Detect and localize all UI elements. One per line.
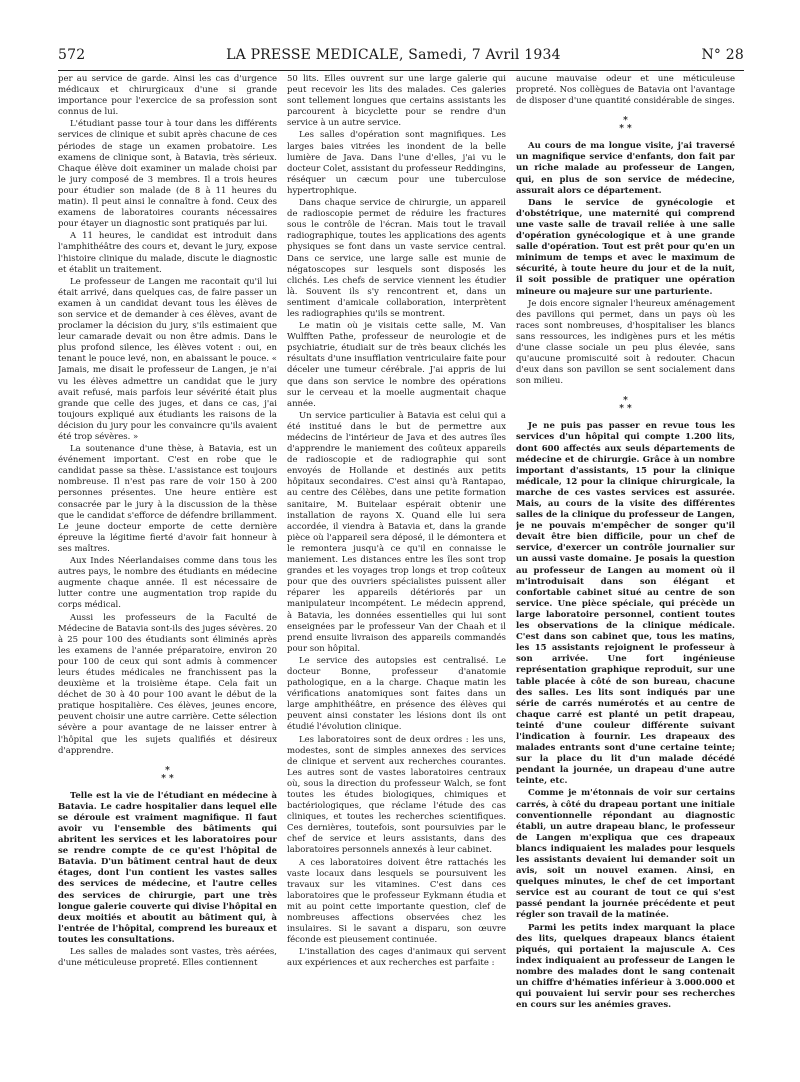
paragraph: Le professeur de Langen me racontait qu'il lui était arrivé, dans quelques cas, de faire passer un examen à un candidat devant tous les élèves de son service et de demander à ces élèves, avant de proclamer la décision du jury, s'ils estimaient que leur camarade devait ou non être admis. Dans le plus profond silence, les élèves votent : oui, en tenant le pouce levé, non, en abaissant le pouce. « Jamais, me disait le professeur de Langen, je n'ai vu les élèves admettre un candidat que le jury avait refusé, mais parfois leur sévérité était plus grande que celle des juges, et dans ce cas, j'ai toujours expliqué aux étudiants les raisons de la décision du jury pour les convaincre qu'ils avaient été trop sévères. » bbox=[58, 276, 277, 442]
paragraph: Le service des autopsies est centralisé. Le docteur Bonne, professeur d'anatomie pathologique, en a la charge. Chaque matin les vérifications anatomiques sont faites dans un large amphithéâtre, en présence des élèves qui peuvent ainsi constater les lésions dont ils ont étudié l'évolution clinique. bbox=[287, 655, 506, 733]
column-2 bbox=[287, 74, 506, 1064]
paragraph: Les salles de malades sont vastes, très aérées, d'une méticuleuse propreté. Elles contiennent bbox=[58, 947, 277, 969]
paragraph: Les salles d'opération sont magnifiques. Les larges baies vitrées les inondent de la belle lumière de Java. Dans l'une d'elles, j'ai vu le docteur Colet, assistant du professeur Reddingins, réséquer un cæcum pour une tuberculose hypertrophique. bbox=[287, 130, 506, 196]
paragraph: Telle est la vie de l'étudiant en médecine à Batavia. Le cadre hospitalier dans lequel elle se déroule est vraiment magnifique. Il faut avoir vu l'ensemble des bâtiments qui abritent les services et les laboratoires pour se rendre compte de ce qu'est l'hôpital de Batavia. D'un bâtiment central haut de deux étages, dont l'un contient les vastes salles des services de médecine, et l'autre celles des services de chirurgie, part une très longue galerie couverte qui divise l'hôpital en deux moitiés et aboutit au bâtiment qui, à l'entrée de l'hôpital, comprend les bureaux et toutes les consultations. bbox=[58, 790, 277, 945]
paragraph: 50 lits. Elles ouvrent sur une large galerie qui peut recevoir les lits des malades. Ces galeries sont tellement longues que certains assistants les parcourent à bicyclette pour se rendre d'un service à un autre service. bbox=[287, 74, 506, 129]
paragraph: Les laboratoires sont de deux ordres : les uns, modestes, sont de simples annexes des services de clinique et servent aux recherches courantes. Les autres sont de vastes laboratoires centraux où, sous la direction du professeur Walch, se font toutes les études biologiques, chimiques et bactériologiques, que réclame l'étude des cas cliniques, et toutes les recherches scientifiques. Ces dernières, toutefois, sont poursuivies par le chef de service et leurs assistants, dans des laboratoires personnels annexés à leur cabinet. bbox=[287, 734, 506, 856]
paragraph: Le matin où je visitais cette salle, M. Van Wulfften Pathe, professeur de neurologie et de psychiatrie, étudiait sur de très beaux clichés les résultats d'une insufflation ventriculaire faite pour déceler une tumeur cérébrale. J'ai appris de lui que dans son service le nombre des opérations sur le cerveau et la moelle augmentait chaque année. bbox=[287, 321, 506, 409]
paragraph: Dans chaque service de chirurgie, un appareil de radioscopie permet de réduire les fractures sous le contrôle de l'écran. Mais tout le travail radiographique, toutes les applications des agents physiques se font dans un vaste service central. Dans ce service, une large salle est munie de négatoscopes sur lesquels sont disposés les clichés. Les chefs de service viennent les étudier là. Souvent ils s'y rencontrent et, dans un sentiment d'amicale collaboration, interprètent les radiographies qu'ils se montrent. bbox=[287, 198, 506, 319]
paragraph: A 11 heures, le candidat est introduit dans l'amphithéâtre des cours et, devant le jury, expose l'histoire clinique du malade, discute le diagnostic et établit un traitement. bbox=[58, 231, 277, 275]
paragraph: Comme je m'étonnais de voir sur certains carrés, à côté du drapeau portant une initiale conventionnelle répondant au diagnostic établi, un autre drapeau blanc, le professeur de Langen m'expliqua que ces drapeaux blancs indiquaient les malades pour lesquels les assistants devaient lui demander soit un avis, soit un nouvel examen. Ainsi, en quelques minutes, le chef de cet important service est au courant de tout ce qui s'est passé pendant la journée précédente et peut régler son travail de la matinée. bbox=[516, 788, 735, 921]
issue-number: N° 28 bbox=[701, 47, 744, 63]
paragraph: Au cours de ma longue visite, j'ai traversé un magnifique service d'enfants, don fait par un riche malade au professeur de Langen, qui, en plus de son service de médecine, assurait alors ce département. bbox=[516, 141, 735, 196]
page-number: 572 bbox=[58, 47, 86, 63]
paragraph: aucune mauvaise odeur et une méticuleuse propreté. Nos collègues de Batavia ont l'avantage de disposer d'une quantité considérable de singes. bbox=[516, 74, 735, 107]
paragraph: L'étudiant passe tour à tour dans les différents services de clinique et subit après chacune de ces périodes de stage un examen probatoire. Les examens de clinique sont, à Batavia, très sérieux. Chaque élève doit examiner un malade choisi par le jury composé de 3 membres. Il a trois heures pour étudier son malade (de 8 à 11 heures du matin). Il peut ainsi le connaître à fond. Ceux des examens de laboratoires courants nécessaires pour étayer un diagnostic sont pratiqués par lui. bbox=[58, 119, 277, 230]
paragraph: per au service de garde. Ainsi les cas d'urgence médicaux et chirurgicaux d'une si grande importance pour l'exercice de sa profession sont connus de lui. bbox=[58, 74, 277, 118]
paragraph: Dans le service de gynécologie et d'obstétrique, une maternité qui comprend une vaste salle de travail reliée à une salle d'opération gynécologique et à une grande salle d'opération. Tout est prêt pour qu'en un minimum de temps et avec le maximum de sécurité, à toute heure du jour et de la nuit, il soit possible de pratiquer une opération mineure ou majeure sur une parturiente. bbox=[516, 197, 735, 297]
paragraph: Aussi les professeurs de la Faculté de Médecine de Batavia sont-ils des juges sévères. 20 à 25 pour 100 des étudiants sont éliminés après les examens de l'année préparatoire, environ 20 pour 100 de ceux qui sont admis à commencer leurs études médicales ne franchissent pas la deuxième et la troisième étape. Cela fait un déchet de 30 à 40 pour 100 avant le début de la pratique hospitalière. Ces élèves, jeunes encore, peuvent choisir une autre carrière. Cette sélection sévère a pour avantage de ne laisser entrer à l'hôpital que les sujets qualifiés et désireux d'apprendre. bbox=[58, 612, 277, 756]
column-3 bbox=[516, 74, 735, 1064]
paragraph: Parmi les petits index marquant la place des lits, quelques drapeaux blancs étaient piqués, qui portaient la majuscule A. Ces index indiquaient au professeur de Langen le nombre des malades dont le sang contenait un chiffre d'hématies inférieur à 3.000.000 et qui pouvaient lui servir pour ses recherches en cours sur les anémies graves. bbox=[516, 922, 735, 1011]
paragraph: Je dois encore signaler l'heureux aménagement des pavillons qui permet, dans un pays où les races sont nombreuses, d'hospitaliser les blancs sans ressources, les indigènes purs et les métis d'une classe sociale un peu plus élevée, sans qu'aucune promiscuité soit à redouter. Chacun d'eux dans son pavillon se sent socialement dans son milieu. bbox=[516, 298, 735, 387]
paragraph: Un service particulier à Batavia est celui qui a été institué dans le but de permettre aux médecins de l'intérieur de Java et des autres îles d'apprendre le maniement des coûteux appareils de radioscopie et de radiographie qui sont envoyés de Hollande et destinés aux petits hôpitaux secondaires. C'est ainsi qu'à Rantapao, au centre des Célèbes, dans une petite formation sanitaire, M. Buitelaar espérait obtenir une installation de rayons X. Quand elle lui sera accordée, il viendra à Batavia et, dans la grande pièce où l'appareil sera déposé, il le démontera et le remontera jusqu'à ce qu'il en connaisse le maniement. Les distances entre les îles sont trop grandes et les voyages trop longs et trop coûteux pour que des ouvriers spécialistes puissent aller réparer les appareils détériorés par un manipulateur incompétent. Le médecin apprend, à Batavia, les données essentielles qui lui sont enseignées par le professeur Van der Chaah et il prend ensuite livraison des appareils commandés pour son hôpital. bbox=[287, 410, 506, 654]
section-separator: * * * bbox=[619, 116, 632, 135]
paragraph: A ces laboratoires doivent être rattachés les vaste locaux dans lesquels se poursuivent les travaux sur les vitamines. C'est dans ces laboratoires que le professeur Eykmann étudia et mit au point cette importante question, clef de nombreuses affections observées chez les insulaires. Si le savant a disparu, son œuvre féconde est pieusement continuée. bbox=[287, 857, 506, 946]
header-rule bbox=[58, 70, 744, 71]
section-separator: * * * bbox=[161, 765, 174, 784]
paragraph: Je ne puis pas passer en revue tous les services d'un hôpital qui compte 1.200 lits, dont 600 affectés aux seuls départements de médecine et de chirurgie. Grâce à un nombre important d'assistants, 15 pour la clinique médicale, 12 pour la clinique chirurgicale, la marche de ces vastes services est assurée. Mais, au cours de la visite des différentes salles de la clinique du professeur de Langen, je ne pouvais m'empêcher de songer qu'il devait être bien difficile, pour un chef de service, d'exercer un contrôle journalier sur un aussi vaste domaine. Je posais la question au professeur de Langen au moment où il m'introduisait dans son élégant et confortable cabinet situé au centre de son service. Une pièce spéciale, qui précède un large laboratoire personnel, contient toutes les observations de la clinique médicale. C'est dans son cabinet que, tous les matins, les 15 assistants rejoignent le professeur à son arrivée. Une fort ingénieuse représentation graphique reproduit, sur une table placée à côté de son bureau, chacune des salles. Les lits sont indiqués par une série de carrés numérotés et au centre de chaque carré est planté un petit drapeau, teinté d'une couleur différente suivant l'indication à fournir. Les drapeaux des malades entrants sont d'une certaine teinte; sur la place du lit d'un malade décédé pendant la journée, un drapeau d'une autre teinte, etc. bbox=[516, 421, 735, 787]
column-1 bbox=[58, 74, 277, 1064]
section-separator: * * * bbox=[619, 396, 632, 415]
paragraph: La soutenance d'une thèse, à Batavia, est un événement important. C'est en robe que le candidat passe sa thèse. L'assistance est toujours nombreuse. Il n'est pas rare de voir 150 à 200 personnes présentes. Une heure entière est consacrée par le jury à la discussion de la thèse que le candidat s'efforce de défendre brillamment. Le jeune docteur emporte de cette dernière épreuve la légitime fierté d'avoir fait honneur à ses maîtres. bbox=[58, 444, 277, 554]
paragraph: L'installation des cages d'animaux qui servent aux expériences et aux recherches est parfaite : bbox=[287, 947, 506, 969]
page-header bbox=[58, 47, 744, 69]
journal-title: LA PRESSE MEDICALE, Samedi, 7 Avril 1934 bbox=[226, 47, 561, 63]
paragraph: Aux Indes Néerlandaises comme dans tous les autres pays, le nombre des étudiants en médecine augmente chaque année. Il est nécessaire de lutter contre une augmentation trop rapide du corps médical. bbox=[58, 556, 277, 611]
